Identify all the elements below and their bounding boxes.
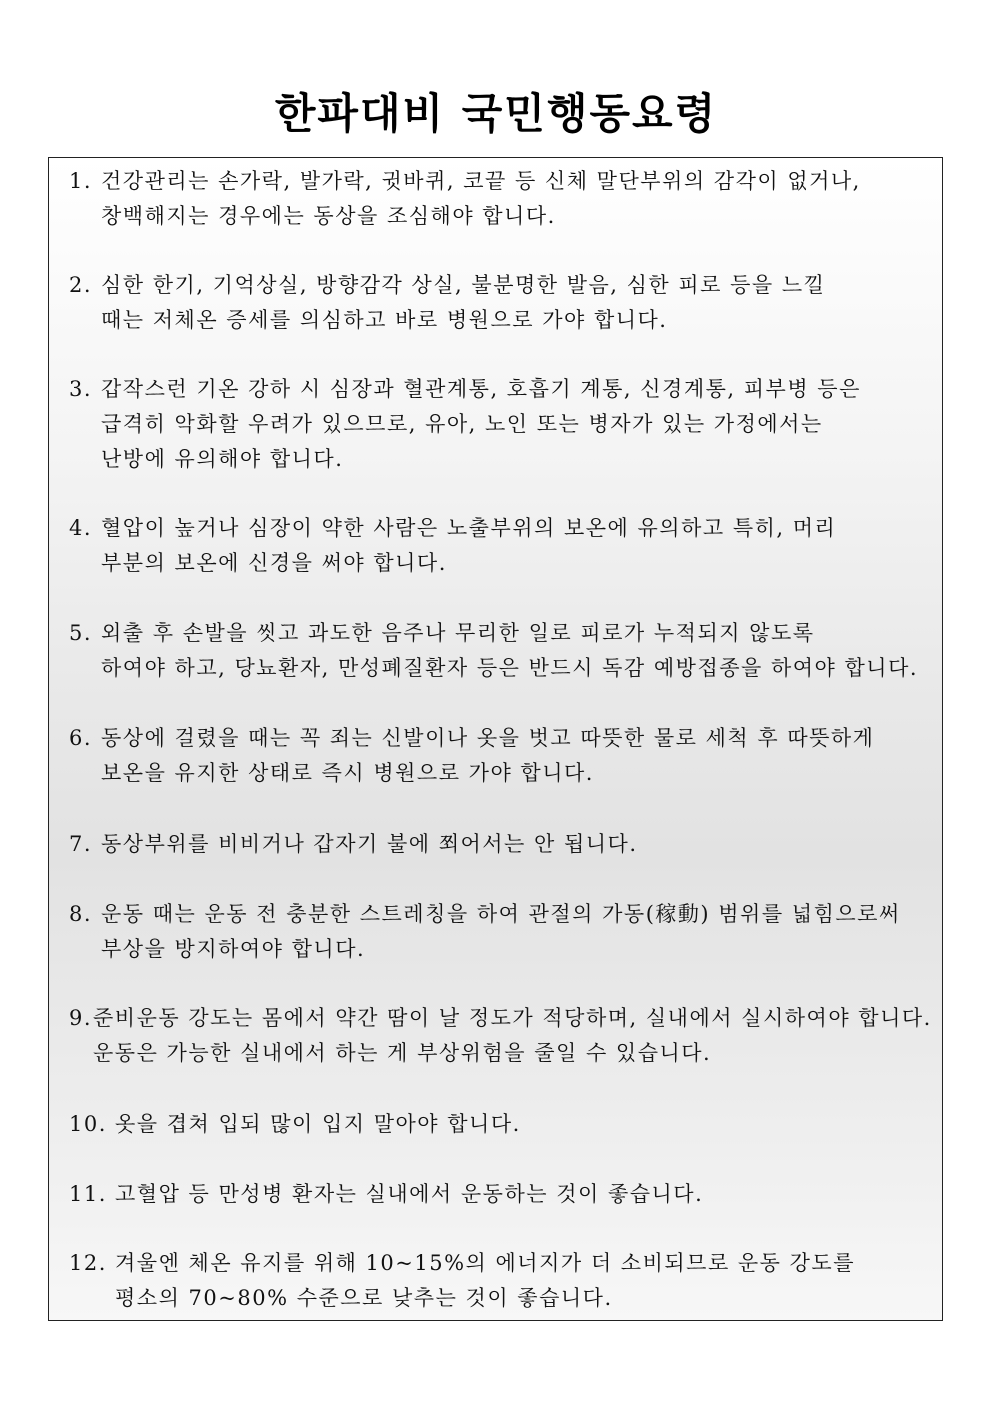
item-text-line: 창백해지는 경우에는 동상을 조심해야 합니다. [101, 204, 556, 228]
list-item-12 [69, 1246, 929, 1316]
page-title: 한파대비 국민행동요령 [274, 89, 718, 138]
list-item-11 [69, 1177, 929, 1212]
list-item-1 [69, 164, 929, 234]
item-text-line: 하여야 하고, 당뇨환자, 만성폐질환자 등은 반드시 독감 예방접종을 하여야 합니다. [101, 656, 919, 680]
item-text-line: 운동 때는 운동 전 충분한 스트레칭을 하여 관절의 가동(稼動) 범위를 넓힘으로써 [101, 902, 901, 926]
item-text-line: 옷을 겹쳐 입되 많이 입지 말아야 합니다. [115, 1112, 521, 1136]
item-number: 10. [69, 1112, 107, 1136]
item-text-line: 갑작스런 기온 강하 시 심장과 혈관계통, 호흡기 계통, 신경계통, 피부병 등은 [101, 377, 861, 401]
item-text-line: 난방에 유의해야 합니다. [101, 447, 344, 471]
item-text-line: 동상부위를 비비거나 갑자기 불에 쬐어서는 안 됩니다. [101, 832, 638, 856]
list-item-8 [69, 897, 929, 967]
list-item-6 [69, 721, 929, 791]
list-item-4 [69, 511, 929, 581]
item-number: 3. [69, 377, 93, 401]
item-text-line: 부분의 보온에 신경을 써야 합니다. [101, 551, 447, 575]
item-text-line: 부상을 방지하여야 합니다. [101, 937, 366, 961]
item-number: 6. [69, 726, 93, 750]
item-text-line: 동상에 걸렸을 때는 꼭 죄는 신발이나 옷을 벗고 따뜻한 물로 세척 후 따뜻하게 [101, 726, 875, 750]
item-text-line: 건강관리는 손가락, 발가락, 귓바퀴, 코끝 등 신체 말단부위의 감각이 없거나, [101, 169, 861, 193]
list-item-10 [69, 1107, 929, 1142]
item-number: 8. [69, 902, 93, 926]
item-text-line: 때는 저체온 증세를 의심하고 바로 병원으로 가야 합니다. [101, 308, 668, 332]
item-text-line: 외출 후 손발을 씻고 과도한 음주나 무리한 일로 피로가 누적되지 않도록 [101, 621, 815, 645]
item-number: 5. [69, 621, 93, 645]
list-item-5 [69, 616, 929, 686]
list-item-9 [69, 1001, 932, 1071]
item-number: 4. [69, 516, 93, 540]
item-number: 11. [69, 1182, 107, 1206]
item-text-line: 심한 한기, 기억상실, 방향감각 상실, 불분명한 발음, 심한 피로 등을 느낄 [101, 273, 826, 297]
item-number: 2. [69, 273, 93, 297]
item-text-line: 혈압이 높거나 심장이 약한 사람은 노출부위의 보온에 유의하고 특히, 머리 [101, 516, 837, 540]
item-number: 9. [69, 1006, 93, 1030]
item-text-line: 겨울엔 체온 유지를 위해 10~15%의 에너지가 더 소비되므로 운동 강도를 [115, 1251, 856, 1275]
item-text-line: 고혈압 등 만성병 환자는 실내에서 운동하는 것이 좋습니다. [115, 1182, 704, 1206]
list-item-7 [69, 827, 929, 862]
item-text-line: 운동은 가능한 실내에서 하는 게 부상위험을 줄일 수 있습니다. [93, 1041, 712, 1065]
item-text-line: 평소의 70~80% 수준으로 낮추는 것이 좋습니다. [115, 1286, 613, 1310]
item-text-line: 급격히 악화할 우려가 있으므로, 유아, 노인 또는 병자가 있는 가정에서는 [101, 412, 823, 436]
item-number: 7. [69, 832, 93, 856]
item-number: 1. [69, 169, 93, 193]
list-item-2 [69, 268, 929, 338]
item-text-line: 보온을 유지한 상태로 즉시 병원으로 가야 합니다. [101, 761, 594, 785]
guideline-box [48, 157, 943, 1321]
list-item-3 [69, 372, 929, 477]
item-number: 12. [69, 1251, 107, 1275]
item-text-line: 준비운동 강도는 몸에서 약간 땀이 날 정도가 적당하며, 실내에서 실시하여야 합니다. [93, 1006, 932, 1030]
